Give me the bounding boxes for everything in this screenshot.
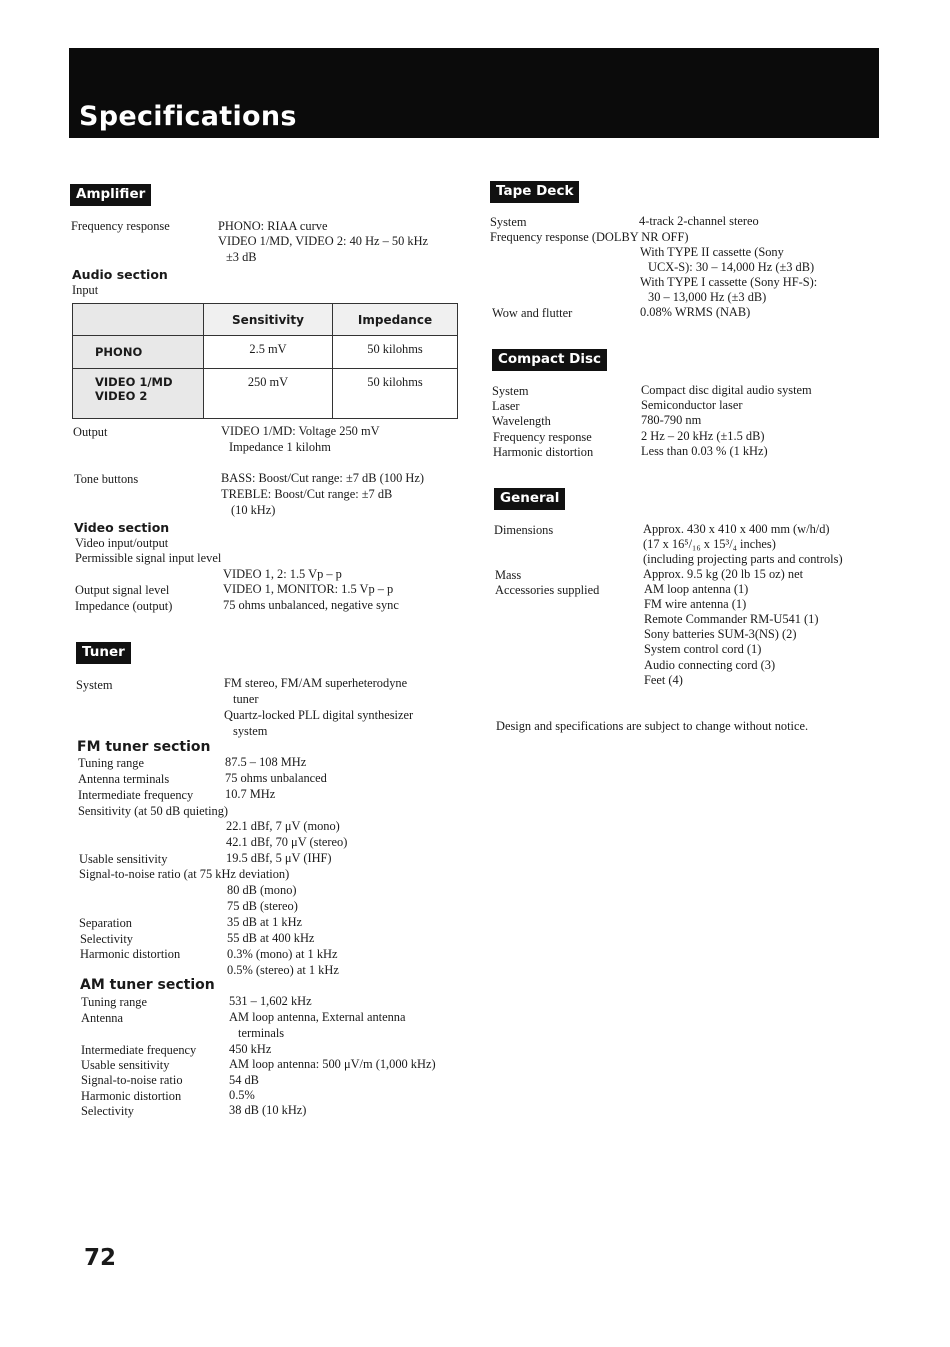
row-impedance: 50 kilohms bbox=[333, 369, 458, 419]
fm-if-label: Intermediate frequency bbox=[78, 788, 194, 802]
perm-signal-value: VIDEO 1, 2: 1.5 Vp – p bbox=[223, 567, 342, 581]
table-corner-cell bbox=[73, 304, 204, 336]
wow-flutter-label: Wow and flutter bbox=[492, 306, 573, 320]
cd-harmonic-value: Less than 0.03 % (1 kHz) bbox=[641, 444, 768, 458]
row-sensitivity: 2.5 mV bbox=[204, 336, 333, 369]
impedance-output-value: 75 ohms unbalanced, negative sync bbox=[223, 598, 399, 612]
output-level-label: Output signal level bbox=[75, 583, 170, 597]
output-value-1: VIDEO 1/MD: Voltage 250 mV bbox=[221, 424, 380, 438]
fm-separation-label: Separation bbox=[79, 916, 132, 930]
am-antenna-label: Antenna bbox=[81, 1011, 123, 1025]
fm-selectivity-label: Selectivity bbox=[80, 932, 133, 946]
tone-value-2: TREBLE: Boost/Cut range: ±7 dB bbox=[221, 487, 393, 501]
output-level-value: VIDEO 1, MONITOR: 1.5 Vp – p bbox=[223, 582, 394, 596]
am-usable-value: AM loop antenna: 500 μV/m (1,000 kHz) bbox=[229, 1057, 436, 1071]
fm-tuning-range-value: 87.5 – 108 MHz bbox=[225, 755, 307, 769]
tape-freq-value-1: With TYPE II cassette (Sony bbox=[640, 245, 784, 259]
freq-response-value-1: PHONO: RIAA curve bbox=[218, 219, 328, 233]
page-title: Specifications bbox=[79, 101, 297, 132]
fm-harmonic-value-1: 0.3% (mono) at 1 kHz bbox=[227, 947, 338, 961]
fm-snr-label: Signal-to-noise ratio (at 75 kHz deviation) bbox=[79, 867, 290, 881]
tuner-system-value-4: system bbox=[233, 724, 268, 738]
am-antenna-value-2: terminals bbox=[238, 1026, 285, 1040]
dimensions-label: Dimensions bbox=[494, 523, 554, 537]
general-header: General bbox=[494, 488, 565, 510]
audio-section-heading: Audio section bbox=[72, 267, 168, 282]
am-snr-label: Signal-to-noise ratio bbox=[81, 1073, 183, 1087]
fm-snr-value-2: 75 dB (stereo) bbox=[227, 899, 298, 913]
accessory-item: System control cord (1) bbox=[644, 642, 762, 656]
am-selectivity-value: 38 dB (10 kHz) bbox=[229, 1103, 307, 1117]
am-tuning-range-value: 531 – 1,602 kHz bbox=[229, 994, 312, 1008]
accessory-item: AM loop antenna (1) bbox=[644, 582, 749, 596]
cd-freq-value: 2 Hz – 20 kHz (±1.5 dB) bbox=[641, 429, 765, 443]
am-selectivity-label: Selectivity bbox=[81, 1104, 134, 1118]
output-value-2: Impedance 1 kilohm bbox=[229, 440, 331, 454]
am-usable-label: Usable sensitivity bbox=[81, 1058, 170, 1072]
row-label-line-2: VIDEO 2 bbox=[95, 389, 148, 403]
am-if-value: 450 kHz bbox=[229, 1042, 272, 1056]
tuner-system-value-1: FM stereo, FM/AM superheterodyne bbox=[224, 676, 408, 690]
row-label: PHONO bbox=[73, 336, 204, 369]
cd-laser-label: Laser bbox=[492, 399, 520, 413]
fm-harmonic-value-2: 0.5% (stereo) at 1 kHz bbox=[227, 963, 339, 977]
mass-value: Approx. 9.5 kg (20 lb 15 oz) net bbox=[643, 567, 804, 581]
fm-antenna-label: Antenna terminals bbox=[78, 772, 170, 786]
tuner-system-value-2: tuner bbox=[233, 692, 259, 706]
fm-tuning-range-label: Tuning range bbox=[78, 756, 144, 770]
am-section-heading: AM tuner section bbox=[80, 977, 215, 993]
freq-response-label: Frequency response bbox=[71, 219, 170, 233]
video-section-heading: Video section bbox=[74, 520, 170, 535]
tape-system-label: System bbox=[490, 215, 527, 229]
am-snr-value: 54 dB bbox=[229, 1073, 259, 1087]
tape-freq-value-3: With TYPE I cassette (Sony HF-S): bbox=[640, 275, 818, 289]
tone-buttons-label: Tone buttons bbox=[74, 472, 139, 486]
fm-antenna-value: 75 ohms unbalanced bbox=[225, 771, 327, 785]
input-spec-table bbox=[72, 303, 458, 419]
impedance-output-label: Impedance (output) bbox=[75, 599, 173, 613]
fm-section-heading: FM tuner section bbox=[77, 739, 211, 755]
row-label bbox=[73, 369, 204, 419]
accessory-item: Sony batteries SUM-3(NS) (2) bbox=[644, 627, 797, 641]
tuner-header: Tuner bbox=[76, 642, 131, 664]
tuner-system-value-3: Quartz-locked PLL digital synthesizer bbox=[224, 708, 414, 722]
mass-label: Mass bbox=[495, 568, 522, 582]
change-notice: Design and specifications are subject to change without notice. bbox=[496, 719, 809, 733]
fm-sensitivity-label: Sensitivity (at 50 dB quieting) bbox=[78, 804, 229, 818]
cd-harmonic-label: Harmonic distortion bbox=[493, 445, 594, 459]
fm-separation-value: 35 dB at 1 kHz bbox=[227, 915, 303, 929]
fm-selectivity-value: 55 dB at 400 kHz bbox=[227, 931, 315, 945]
cd-wavelength-label: Wavelength bbox=[492, 414, 551, 428]
tape-system-value: 4-track 2-channel stereo bbox=[639, 214, 759, 228]
tape-freq-value-4: 30 – 13,000 Hz (±3 dB) bbox=[648, 290, 767, 304]
fm-sensitivity-value-1: 22.1 dBf, 7 μV (mono) bbox=[226, 819, 340, 833]
wow-flutter-value: 0.08% WRMS (NAB) bbox=[640, 305, 751, 319]
cd-system-label: System bbox=[492, 384, 529, 398]
fm-usable-value: 19.5 dBf, 5 μV (IHF) bbox=[226, 851, 332, 865]
cd-wavelength-value: 780-790 nm bbox=[641, 413, 702, 427]
page-number: 72 bbox=[84, 1245, 117, 1271]
freq-response-value-3: ±3 dB bbox=[226, 250, 257, 264]
am-if-label: Intermediate frequency bbox=[81, 1043, 197, 1057]
dimensions-value-1: Approx. 430 x 410 x 400 mm (w/h/d) bbox=[643, 522, 830, 536]
table-row bbox=[73, 336, 458, 369]
freq-response-value-2: VIDEO 1/MD, VIDEO 2: 40 Hz – 50 kHz bbox=[218, 234, 429, 248]
tape-freq-value-2: UCX-S): 30 – 14,000 Hz (±3 dB) bbox=[648, 260, 815, 274]
accessory-item: Audio connecting cord (3) bbox=[644, 658, 776, 672]
am-harmonic-value: 0.5% bbox=[229, 1088, 255, 1102]
cd-system-value: Compact disc digital audio system bbox=[641, 383, 812, 397]
tone-value-3: (10 kHz) bbox=[231, 503, 276, 517]
col-header-impedance: Impedance bbox=[333, 304, 458, 336]
fm-harmonic-label: Harmonic distortion bbox=[80, 947, 181, 961]
fm-if-value: 10.7 MHz bbox=[225, 787, 276, 801]
am-antenna-value-1: AM loop antenna, External antenna bbox=[229, 1010, 406, 1024]
fm-sensitivity-value-2: 42.1 dBf, 70 μV (stereo) bbox=[226, 835, 348, 849]
cd-freq-label: Frequency response bbox=[493, 430, 592, 444]
amplifier-header: Amplifier bbox=[70, 184, 151, 206]
tuner-system-label: System bbox=[76, 678, 113, 692]
am-tuning-range-label: Tuning range bbox=[81, 995, 147, 1009]
table-row bbox=[73, 369, 458, 419]
accessories-label: Accessories supplied bbox=[495, 583, 600, 597]
tape-freq-label: Frequency response (DOLBY NR OFF) bbox=[490, 230, 689, 244]
row-sensitivity: 250 mV bbox=[204, 369, 333, 419]
fm-usable-label: Usable sensitivity bbox=[79, 852, 168, 866]
input-label: Input bbox=[72, 283, 99, 297]
am-harmonic-label: Harmonic distortion bbox=[81, 1089, 182, 1103]
output-label: Output bbox=[73, 425, 108, 439]
tape-deck-header: Tape Deck bbox=[490, 181, 579, 203]
compact-disc-header: Compact Disc bbox=[492, 349, 607, 371]
accessory-item: FM wire antenna (1) bbox=[644, 597, 747, 611]
row-impedance: 50 kilohms bbox=[333, 336, 458, 369]
dimensions-value-2: (17 x 16⁵/₁₆ x 15³/₄ inches) bbox=[643, 537, 776, 551]
title-banner bbox=[69, 48, 879, 138]
fm-snr-value-1: 80 dB (mono) bbox=[227, 883, 297, 897]
accessory-item: Feet (4) bbox=[644, 673, 683, 687]
col-header-sensitivity: Sensitivity bbox=[204, 304, 333, 336]
dimensions-value-3: (including projecting parts and controls) bbox=[643, 552, 843, 566]
tone-value-1: BASS: Boost/Cut range: ±7 dB (100 Hz) bbox=[221, 471, 424, 485]
row-label-line-1: VIDEO 1/MD bbox=[95, 375, 173, 389]
accessory-item: Remote Commander RM-U541 (1) bbox=[644, 612, 819, 626]
video-io-label: Video input/output bbox=[75, 536, 169, 550]
perm-signal-label: Permissible signal input level bbox=[75, 551, 222, 565]
cd-laser-value: Semiconductor laser bbox=[641, 398, 743, 412]
